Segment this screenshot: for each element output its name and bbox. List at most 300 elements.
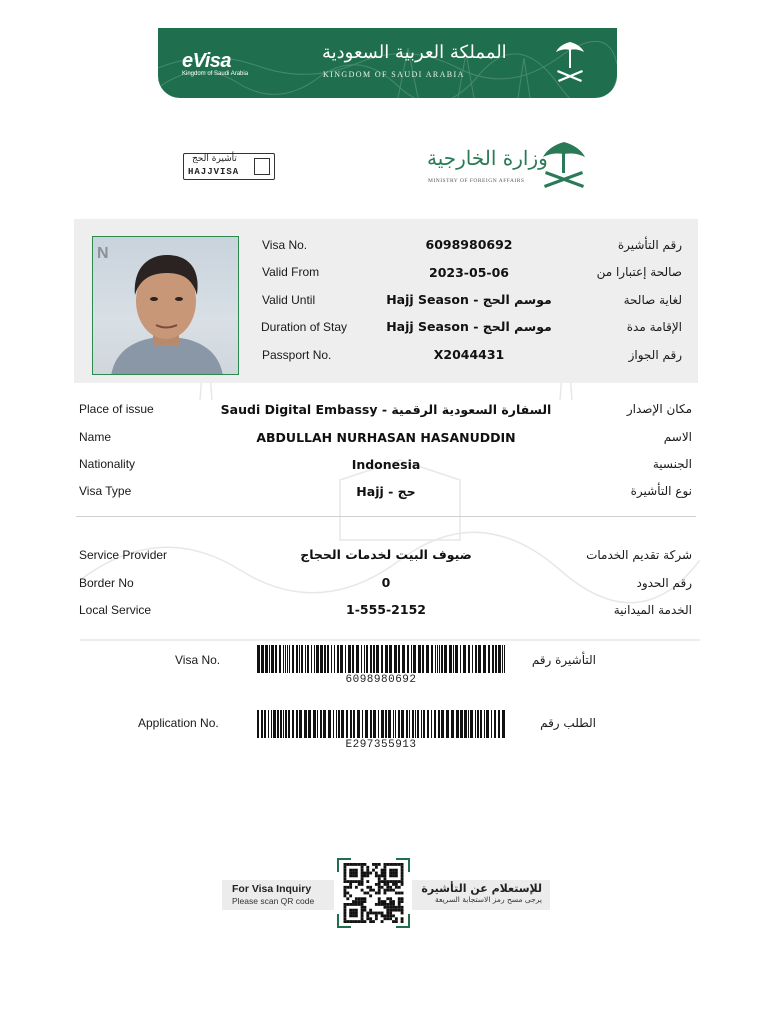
qr-module [378, 912, 381, 915]
qr-module [375, 866, 378, 869]
qr-module [364, 874, 367, 877]
qr-module [378, 863, 381, 866]
qr-module [398, 897, 401, 900]
qr-module [392, 883, 395, 886]
qr-module [361, 869, 364, 872]
ministry-name-ar: وزارة الخارجية [427, 146, 548, 170]
passport-no-label-ar: رقم الجواز [628, 348, 682, 362]
qr-module [398, 892, 401, 895]
local-service-value: 1-555-2152 [346, 602, 426, 617]
qr-module [346, 880, 349, 883]
person-portrait [93, 237, 239, 375]
qr-module [395, 909, 398, 912]
qr-module [386, 914, 389, 917]
qr-module [352, 880, 355, 883]
qr-module [389, 874, 392, 877]
hajj-visa-logo [183, 153, 275, 180]
qr-module [381, 900, 384, 903]
qr-module [401, 920, 404, 923]
qr-module [361, 897, 364, 900]
nationality-value: Indonesia [351, 457, 421, 472]
qr-module [349, 886, 352, 889]
hajj-visa-logo-en: HAJJVISA [188, 167, 240, 177]
qr-module [401, 912, 404, 915]
place-of-issue-value: Saudi Digital Embassy - السفارة السعودية الرقمية [220, 402, 552, 417]
qr-module [381, 912, 384, 915]
qr-module [384, 883, 387, 886]
qr-module [401, 874, 404, 877]
qr-module [386, 889, 389, 892]
qr-module [364, 900, 367, 903]
qr-module [398, 903, 401, 906]
local-service-label-ar: الخدمة الميدانية [613, 603, 692, 617]
qr-code-pattern [342, 863, 405, 923]
qr-module [352, 874, 355, 877]
qr-module [389, 880, 392, 883]
qr-module [381, 886, 384, 889]
qr-module [386, 883, 389, 886]
qr-module [375, 912, 378, 915]
qr-module [378, 903, 381, 906]
qr-module [395, 920, 398, 923]
qr-module [358, 863, 361, 866]
qr-module [378, 880, 381, 883]
name-value: ABDULLAH NURHASAN HASANUDDIN [256, 430, 516, 445]
qr-module [344, 872, 347, 875]
barcode-bar [504, 645, 505, 673]
qr-module [392, 863, 395, 866]
qr-module [361, 883, 364, 886]
qr-module [344, 909, 347, 912]
qr-module [352, 912, 355, 915]
qr-module [381, 920, 384, 923]
qr-module [395, 892, 398, 895]
qr-module [361, 914, 364, 917]
qr-module [344, 903, 347, 906]
qr-module [398, 886, 401, 889]
qr-module [355, 886, 358, 889]
qr-module [369, 886, 372, 889]
qr-module [355, 897, 358, 900]
place-of-issue-label: Place of issue [79, 402, 154, 416]
qr-module [349, 903, 352, 906]
border-no-value: 0 [381, 575, 391, 590]
visa-type-value: Hajj - حج [356, 484, 416, 499]
qr-module [346, 920, 349, 923]
qr-module [389, 897, 392, 900]
qr-module [401, 892, 404, 895]
qr-module [344, 920, 347, 923]
qr-module [401, 897, 404, 900]
qr-module [358, 880, 361, 883]
qr-module [349, 914, 352, 917]
valid-from-value: 2023-05-06 [429, 265, 509, 280]
qr-module [344, 889, 347, 892]
qr-module [389, 906, 392, 909]
qr-module [369, 912, 372, 915]
qr-module [344, 917, 347, 920]
kingdom-name-en: KINGDOM OF SAUDI ARABIA [323, 70, 465, 79]
qr-module [344, 886, 347, 889]
qr-module [389, 872, 392, 875]
qr-module [401, 883, 404, 886]
qr-module [361, 903, 364, 906]
qr-module [375, 863, 378, 866]
qr-module [378, 897, 381, 900]
qr-module [401, 872, 404, 875]
name-label-ar: الاسم [663, 430, 692, 444]
border-no-label: Border No [79, 576, 134, 590]
qr-module [344, 906, 347, 909]
qr-module [392, 906, 395, 909]
qr-module [366, 869, 369, 872]
kaaba-icon [254, 158, 270, 175]
qr-module [364, 892, 367, 895]
visa-no-label: Visa No. [262, 238, 308, 252]
qr-module [395, 874, 398, 877]
qr-module [384, 872, 387, 875]
qr-module [346, 863, 349, 866]
qr-module [375, 903, 378, 906]
qr-module [364, 909, 367, 912]
qr-module [389, 912, 392, 915]
qr-module [344, 914, 347, 917]
qr-module [381, 880, 384, 883]
qr-module [401, 866, 404, 869]
qr-module [378, 883, 381, 886]
qr-module [344, 863, 347, 866]
barcode-application-label-ar: الطلب رقم [540, 716, 596, 730]
qr-module [361, 900, 364, 903]
qr-module [366, 914, 369, 917]
service-provider-label: Service Provider [79, 548, 168, 562]
barcode-application-label: Application No. [138, 716, 219, 730]
qr-module [369, 917, 372, 920]
evisa-logo [182, 50, 248, 77]
qr-module [401, 877, 404, 880]
qr-module [355, 863, 358, 866]
barcode-bar [502, 710, 505, 738]
qr-module [386, 909, 389, 912]
qr-module [344, 880, 347, 883]
qr-module [395, 863, 398, 866]
qr-module [361, 909, 364, 912]
qr-module [401, 906, 404, 909]
qr-module [389, 886, 392, 889]
qr-module [346, 903, 349, 906]
application-barcode [257, 710, 505, 738]
qr-module [344, 874, 347, 877]
qr-module [375, 914, 378, 917]
valid-until-label-ar: لغاية صالحة [623, 293, 682, 307]
qr-module [361, 889, 364, 892]
evisa-tagline: Kingdom of Saudi Arabia [182, 71, 249, 77]
qr-code[interactable] [337, 858, 410, 928]
qr-module [352, 869, 355, 872]
visa-no-label-ar: رقم التأشيرة [617, 238, 682, 252]
qr-module [381, 872, 384, 875]
qr-module [366, 912, 369, 915]
qr-module [358, 900, 361, 903]
place-of-issue-label-ar: مكان الإصدار [626, 402, 692, 416]
qr-module [401, 863, 404, 866]
qr-module [366, 886, 369, 889]
qr-module [355, 920, 358, 923]
qr-module [386, 886, 389, 889]
qr-module [352, 920, 355, 923]
qr-module [369, 894, 372, 897]
qr-module [398, 909, 401, 912]
kingdom-banner [158, 28, 617, 98]
duration-value: Hajj Season - موسم الحج [386, 319, 552, 334]
visa-barcode [257, 645, 505, 673]
qr-module [369, 909, 372, 912]
photo-corner-mark: N [97, 245, 109, 262]
qr-module [398, 900, 401, 903]
qr-module [384, 892, 387, 895]
qr-module [395, 880, 398, 883]
qr-module [366, 874, 369, 877]
visa-inquiry-box-ar [412, 880, 550, 910]
qr-module [392, 872, 395, 875]
qr-module [361, 874, 364, 877]
visa-type-label: Visa Type [79, 484, 132, 498]
qr-module [386, 880, 389, 883]
border-no-label-ar: رقم الحدود [636, 576, 692, 590]
qr-module [355, 909, 358, 912]
nationality-label-ar: الجنسية [652, 457, 692, 471]
visa-barcode-number: 6098980692 [345, 674, 417, 686]
visa-inquiry-title: For Visa Inquiry [232, 883, 312, 895]
qr-module [372, 863, 375, 866]
qr-module [364, 897, 367, 900]
qr-module [346, 886, 349, 889]
qr-module [384, 863, 387, 866]
ministry-name-en: MINISTRY OF FOREIGN AFFAIRS [428, 178, 525, 184]
qr-module [378, 877, 381, 880]
qr-module [349, 894, 352, 897]
qr-module [369, 889, 372, 892]
evisa-logo-text: eVisa [182, 50, 232, 72]
qr-module [366, 892, 369, 895]
ministry-emblem-icon [536, 141, 592, 191]
qr-module [355, 880, 358, 883]
qr-module [378, 874, 381, 877]
qr-module [392, 920, 395, 923]
qr-module [375, 883, 378, 886]
qr-module [378, 892, 381, 895]
qr-module [349, 872, 352, 875]
valid-until-value: Hajj Season - موسم الحج [386, 292, 552, 307]
valid-from-label-ar: صالحة إعتبارا من [596, 265, 682, 279]
qr-module [366, 872, 369, 875]
qr-module [389, 900, 392, 903]
service-provider-value: ضيوف البيت لخدمات الحجاج [300, 547, 472, 562]
qr-module [355, 869, 358, 872]
qr-module [369, 920, 372, 923]
qr-module [392, 900, 395, 903]
qr-module [392, 869, 395, 872]
qr-module [378, 900, 381, 903]
qr-module [361, 912, 364, 915]
qr-module [381, 874, 384, 877]
visa-inquiry-subtitle: Please scan QR code [232, 896, 315, 906]
qr-module [386, 897, 389, 900]
qr-module [344, 866, 347, 869]
qr-module [389, 909, 392, 912]
qr-module [364, 920, 367, 923]
barcode-visa-label: Visa No. [175, 653, 221, 667]
qr-module [352, 863, 355, 866]
qr-module [352, 872, 355, 875]
qr-module [384, 914, 387, 917]
qr-module [381, 869, 384, 872]
saudi-emblem-icon [552, 40, 588, 86]
qr-module [384, 889, 387, 892]
qr-module [355, 914, 358, 917]
qr-module [361, 917, 364, 920]
qr-module [398, 906, 401, 909]
qr-module [384, 874, 387, 877]
qr-module [349, 909, 352, 912]
kingdom-name-ar: المملكة العربية السعودية [322, 42, 507, 63]
qr-module [361, 906, 364, 909]
qr-module [392, 914, 395, 917]
valid-from-label: Valid From [262, 265, 320, 279]
qr-module [378, 886, 381, 889]
qr-module [395, 886, 398, 889]
visa-inquiry-box [222, 880, 334, 910]
name-label: Name [79, 430, 112, 444]
qr-module [361, 877, 364, 880]
qr-module [384, 917, 387, 920]
qr-module [349, 880, 352, 883]
duration-label: Duration of Stay [261, 320, 348, 334]
barcode-visa-label-ar: التأشيرة رقم [531, 653, 596, 667]
qr-module [389, 889, 392, 892]
qr-module [384, 900, 387, 903]
qr-module [375, 892, 378, 895]
qr-module [369, 872, 372, 875]
qr-module [352, 909, 355, 912]
qr-module [395, 883, 398, 886]
qr-module [378, 889, 381, 892]
qr-module [398, 863, 401, 866]
visa-type-label-ar: نوع التأشيرة [630, 484, 692, 498]
qr-module [395, 872, 398, 875]
passport-photo [92, 236, 239, 375]
qr-module [344, 892, 347, 895]
qr-module [401, 880, 404, 883]
qr-module [361, 866, 364, 869]
qr-module [349, 874, 352, 877]
qr-module [344, 912, 347, 915]
visa-inquiry-subtitle-ar: يرجى مسح رمز الاستجابة السريعة [434, 895, 542, 904]
qr-module [384, 880, 387, 883]
qr-module [384, 866, 387, 869]
qr-module [389, 914, 392, 917]
qr-module [344, 869, 347, 872]
hajj-visa-logo-ar: تأشيرة الحج [192, 154, 237, 164]
qr-module [395, 869, 398, 872]
qr-module [349, 920, 352, 923]
qr-module [372, 889, 375, 892]
qr-module [366, 917, 369, 920]
qr-module [381, 903, 384, 906]
qr-module [364, 906, 367, 909]
qr-module [392, 909, 395, 912]
section-divider [76, 516, 696, 517]
application-barcode-number: E297355913 [345, 739, 417, 751]
qr-module [352, 914, 355, 917]
qr-module [352, 903, 355, 906]
qr-module [392, 903, 395, 906]
qr-module [361, 920, 364, 923]
qr-module [358, 920, 361, 923]
qr-module [401, 917, 404, 920]
qr-module [375, 874, 378, 877]
qr-module [361, 872, 364, 875]
qr-module [358, 897, 361, 900]
qr-module [349, 883, 352, 886]
service-provider-label-ar: شركة تقديم الخدمات [586, 548, 692, 562]
qr-module [381, 914, 384, 917]
qr-module [366, 866, 369, 869]
qr-module [384, 903, 387, 906]
qr-module [372, 920, 375, 923]
qr-module [372, 912, 375, 915]
qr-module [361, 880, 364, 883]
qr-module [395, 906, 398, 909]
qr-module [355, 872, 358, 875]
visa-no-value: 6098980692 [425, 237, 513, 252]
qr-module [358, 903, 361, 906]
qr-module [389, 903, 392, 906]
qr-module [355, 874, 358, 877]
qr-module [375, 917, 378, 920]
qr-module [361, 863, 364, 866]
qr-module [355, 900, 358, 903]
qr-module [386, 903, 389, 906]
qr-module [389, 917, 392, 920]
passport-no-label: Passport No. [262, 348, 332, 362]
qr-module [344, 894, 347, 897]
passport-no-value: X2044431 [433, 347, 505, 362]
qr-module [375, 872, 378, 875]
qr-module [392, 880, 395, 883]
qr-module [355, 903, 358, 906]
qr-module [392, 889, 395, 892]
qr-module [349, 912, 352, 915]
qr-module [395, 917, 398, 920]
qr-module [349, 869, 352, 872]
qr-module [349, 863, 352, 866]
qr-module [346, 897, 349, 900]
qr-module [389, 863, 392, 866]
qr-module [386, 912, 389, 915]
local-service-label: Local Service [79, 603, 152, 617]
qr-module [366, 880, 369, 883]
qr-module [386, 917, 389, 920]
nationality-label: Nationality [79, 457, 136, 471]
qr-module [398, 880, 401, 883]
qr-module [364, 872, 367, 875]
qr-module [346, 892, 349, 895]
qr-module [384, 906, 387, 909]
qr-module [364, 863, 367, 866]
qr-module [358, 883, 361, 886]
qr-module [384, 877, 387, 880]
